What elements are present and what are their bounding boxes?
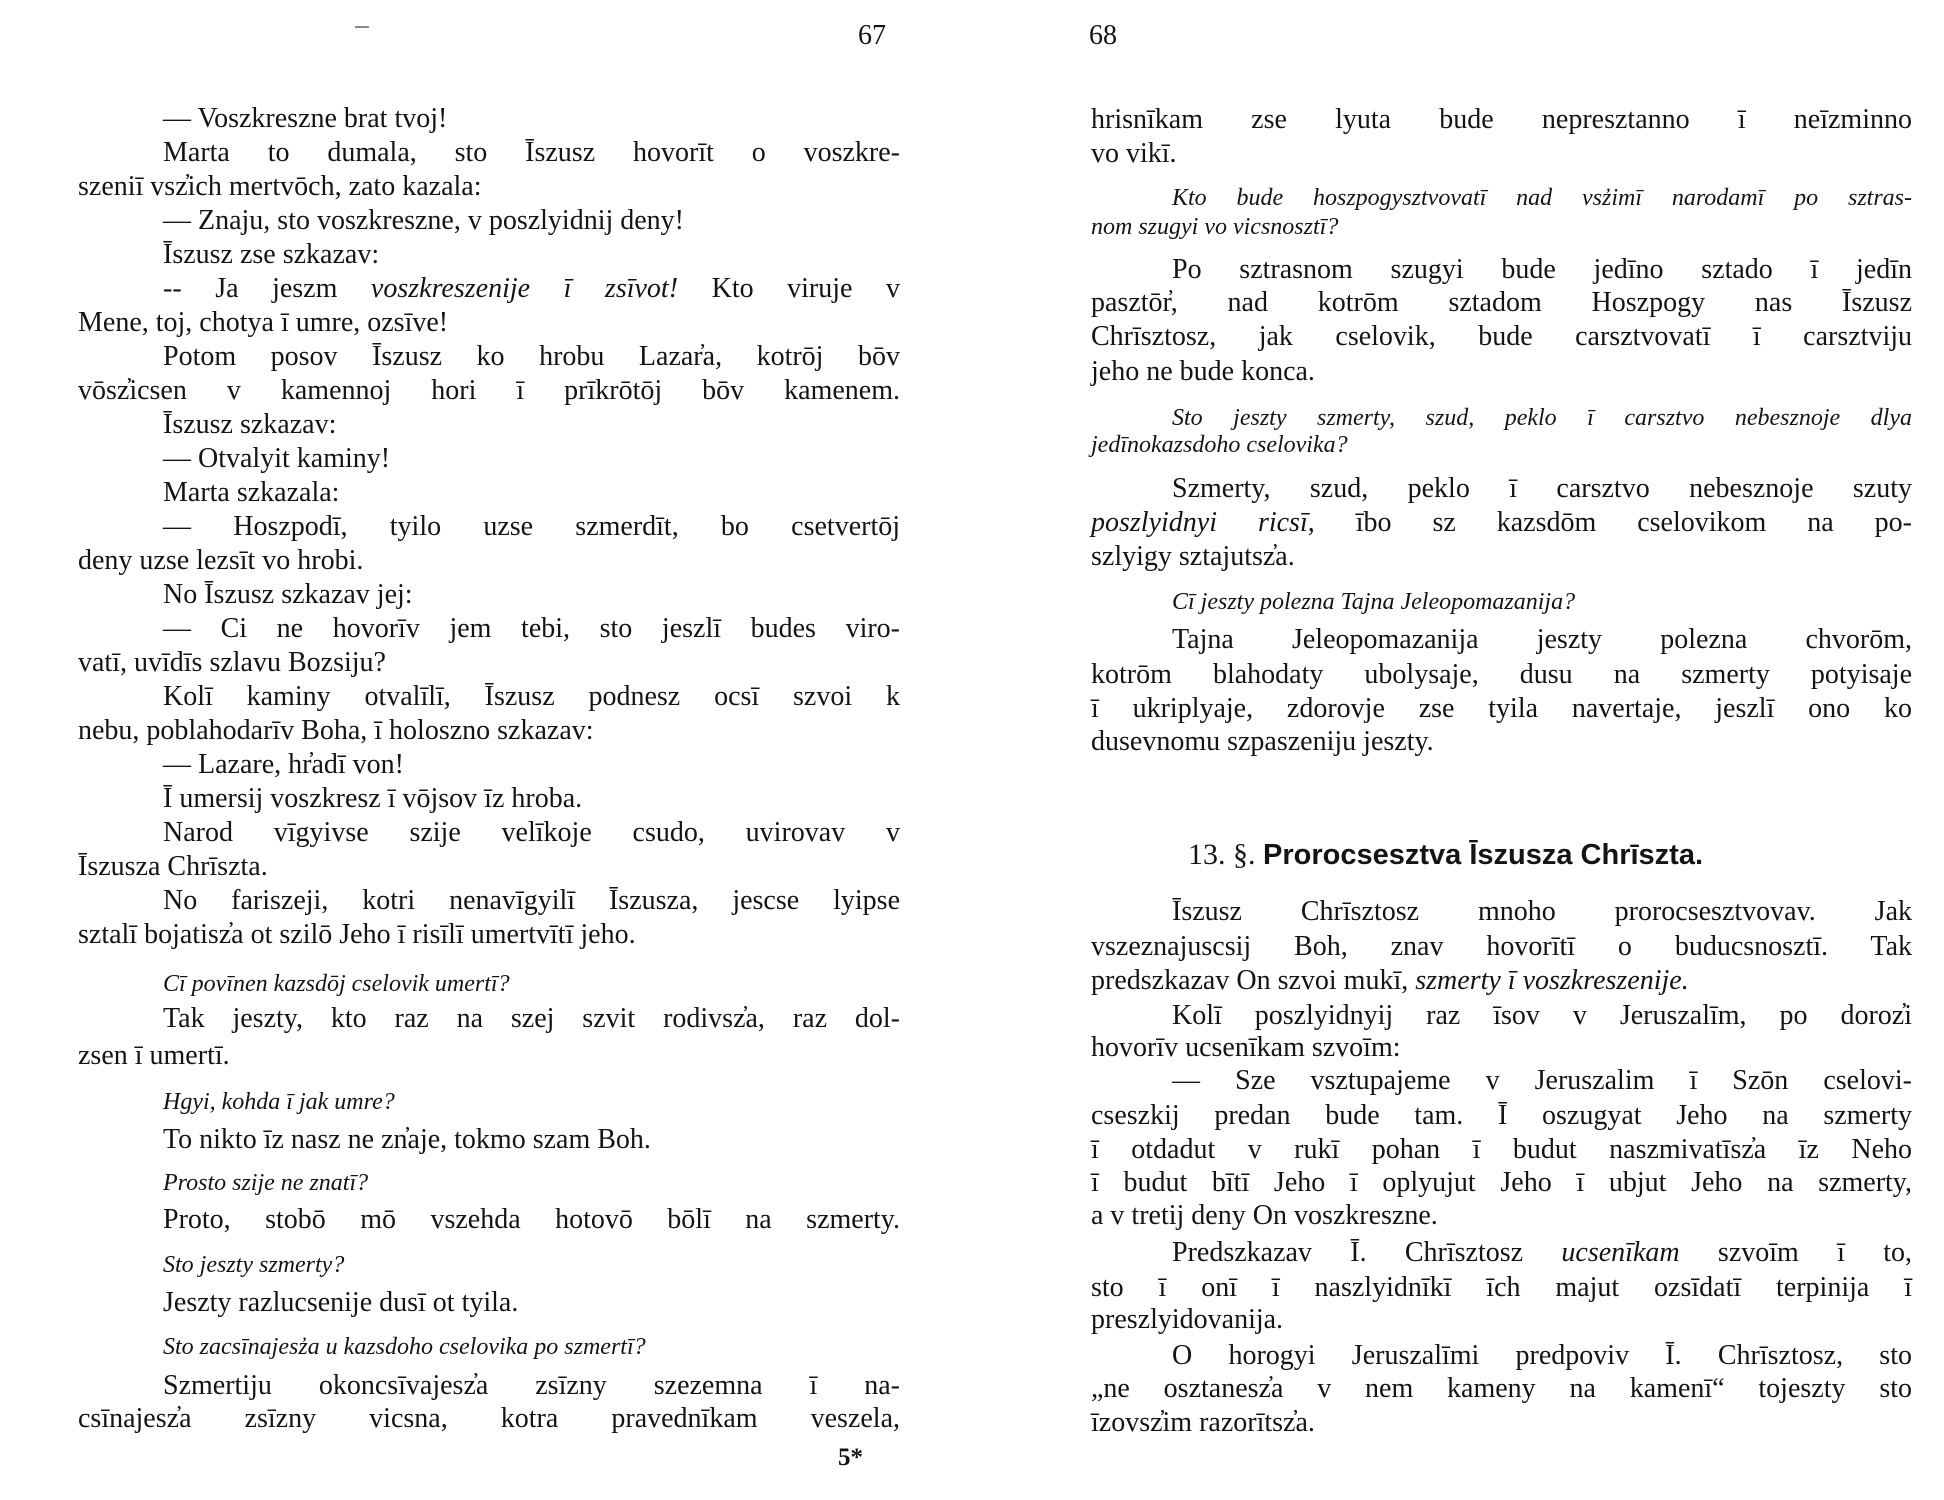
question-line: Cī povīnen kazsdōj cselovik umertī? bbox=[163, 971, 510, 997]
text-line: ī ukriplyaje, zdorovje zse tyila navertaje, jeszlī ono ko bbox=[1091, 693, 1912, 724]
text-line bbox=[1091, 506, 1912, 540]
text-span: szvoīm ī to, bbox=[1679, 1237, 1912, 1268]
text-span: predszkazav On szvoi mukī, bbox=[1091, 965, 1416, 996]
italic-span: ucsenīkam bbox=[1561, 1237, 1680, 1268]
text-line: Mene, toj, chotya ī umre, ozsīve! bbox=[78, 307, 449, 338]
text-line: vo vikī. bbox=[1091, 138, 1177, 169]
question-line: Cī jeszty polezna Tajna Jeleopomazanija? bbox=[1172, 589, 1576, 615]
question-line: jedīnokazsdoho cselovika? bbox=[1091, 432, 1348, 458]
text-line: — Ci ne hovorīv jem tebi, sto jeszlī budes viro- bbox=[163, 613, 900, 644]
text-line bbox=[1091, 964, 1912, 998]
text-line: csīnajesz̓a zsīzny vicsna, kotra pravednīkam veszela, bbox=[78, 1403, 900, 1434]
section-number: 13. §. bbox=[1188, 838, 1256, 871]
text-line: Marta szkazala: bbox=[163, 477, 340, 508]
text-line: Kolī poszlyidnyij raz īsov v Jeruszalīm, po doroz̓i bbox=[1172, 1000, 1912, 1031]
text-line: No Īszusz szkazav jej: bbox=[163, 579, 413, 610]
text-line: Tak jeszty, kto raz na szej szvit rodivsz̓a, raz dol- bbox=[163, 1003, 900, 1034]
section-title: Prorocsesztva Īszusza Chrīszta. bbox=[1263, 839, 1704, 871]
text-line: To nikto īz nasz ne zn̓aje, tokmo szam Boh. bbox=[163, 1124, 651, 1155]
text-line: kotrōm blahodaty ubolysaje, dusu na szmerty potyisaje bbox=[1091, 659, 1912, 690]
italic-span: poszlyidnyi ricsī bbox=[1091, 507, 1308, 538]
text-line: Jeszty razlucsenije dusī ot tyila. bbox=[163, 1287, 519, 1318]
text-line: Chrīsztosz, jak cselovik, bude carsztvovatī ī carsztviju bbox=[1091, 321, 1912, 352]
text-line bbox=[1172, 1236, 1912, 1270]
question-line: Hgyi, kohda ī jak umre? bbox=[163, 1089, 395, 1115]
text-line: — Hoszpodī, tyilo uzse szmerdīt, bo csetvertōj bbox=[163, 511, 900, 542]
text-line: Narod vīgyivse szije velīkoje csudo, uvirovav v bbox=[163, 817, 900, 848]
text-line: preszlyidovanija. bbox=[1091, 1304, 1284, 1335]
page-number: 68 bbox=[1089, 20, 1117, 51]
text-line: — Znaju, sto voszkreszne, v poszlyidnij deny! bbox=[163, 205, 685, 236]
text-line: Ī umersij voszkresz ī vōjsov īz hroba. bbox=[163, 783, 583, 814]
text-line: zsen ī umertī. bbox=[78, 1040, 230, 1071]
section-heading bbox=[1188, 838, 1703, 872]
text-line: Īszusz szkazav: bbox=[163, 409, 337, 440]
text-span: , ībo sz kazsdōm cselovikom na po- bbox=[1307, 507, 1912, 538]
text-line: nebu, poblahodarīv Boha, ī holoszno szkazav: bbox=[78, 715, 594, 746]
text-line: cseszkij predan bude tam. Ī oszugyat Jeho na szmerty bbox=[1091, 1100, 1912, 1131]
text-line: — Otvalyit kaminy! bbox=[163, 443, 391, 474]
text-line: vatī, uvīdīs szlavu Bozsiju? bbox=[78, 647, 386, 678]
text-line: Po sztrasnom szugyi bude jedīno sztado ī jedīn bbox=[1172, 254, 1912, 285]
text-span: Kto viruje v bbox=[678, 273, 900, 304]
italic-span: szmerty ī voszkreszenije. bbox=[1415, 965, 1689, 996]
question-line: Sto jeszty szmerty? bbox=[163, 1252, 345, 1278]
text-line: — Sze vsztupajeme v Jeruszalim ī Szōn cselovi- bbox=[1172, 1065, 1912, 1096]
text-line: pasztōr̓, nad kotrōm sztadom Hoszpogy nas Īszusz bbox=[1091, 287, 1912, 318]
signature-mark: 5* bbox=[838, 1444, 863, 1471]
question-line: nom szugyi vo vicsnosztī? bbox=[1091, 214, 1339, 240]
question-line: Kto bude hoszpogysztvovatī nad vsz̓imī narodamī po sztras- bbox=[1172, 185, 1912, 211]
text-line: szeniī vsz̓ich mertvōch, zato kazala: bbox=[78, 171, 482, 202]
text-line: vszeznajuscsij Boh, znav hovorītī o buducsnosztī. Tak bbox=[1091, 931, 1912, 962]
text-line: Īszusz Chrīsztosz mnoho prorocsesztvovav. Jak bbox=[1172, 896, 1912, 927]
text-line: Proto, stobō mō vszehda hotovō bōlī na szmerty. bbox=[163, 1204, 900, 1235]
text-line: hovorīv ucsenīkam szvoīm: bbox=[1091, 1032, 1401, 1063]
question-line: Sto zacsīnajesz̓a u kazsdoho cselovika po szmertī? bbox=[163, 1334, 646, 1360]
text-line: deny uzse lezsīt vo hrobi. bbox=[78, 545, 364, 576]
text-line: īzovsz̓im razorītsz̓a. bbox=[1091, 1407, 1315, 1438]
text-line: sto ī onī ī naszlyidnīkī īch majut ozsīdatī terpinija ī bbox=[1091, 1272, 1912, 1303]
text-line: szlyigy sztajutsz̓a. bbox=[1091, 541, 1295, 572]
text-line: Īszusz zse szkazav: bbox=[163, 239, 380, 270]
text-span: -- Ja jeszm bbox=[163, 273, 371, 304]
text-line: Szmerty, szud, peklo ī carsztvo nebesznoje szuty bbox=[1172, 473, 1912, 504]
question-line: Prosto szije ne znatī? bbox=[163, 1170, 369, 1196]
text-line: — Lazare, hr̓adī von! bbox=[163, 749, 404, 780]
text-line: ī budut bītī Jeho ī oplyujut Jeho ī ubjut Jeho na szmerty, bbox=[1091, 1167, 1912, 1198]
text-line: Marta to dumala, sto Īszusz hovorīt o voszkre- bbox=[163, 137, 900, 168]
text-line: ī otdadut v rukī pohan ī budut naszmivatīsz̓a īz Neho bbox=[1091, 1134, 1912, 1165]
text-line: vōsz̓icsen v kamennoj hori ī prīkrōtōj bōv kamenem. bbox=[78, 375, 900, 406]
text-line: Kolī kaminy otvalīlī, Īszusz podnesz ocsī szvoi k bbox=[163, 681, 900, 712]
text-line: — Voszkreszne brat tvoj! bbox=[163, 103, 448, 134]
text-line: Szmertiju okoncsīvajesz̓a zsīzny szezemna ī na- bbox=[163, 1370, 900, 1401]
text-line: Tajna Jeleopomazanija jeszty polezna chvorōm, bbox=[1172, 624, 1912, 655]
text-line: a v tretij deny On voszkreszne. bbox=[1091, 1200, 1438, 1231]
text-line: Īszusza Chrīszta. bbox=[78, 851, 268, 882]
italic-span: voszkreszenije ī zsīvot! bbox=[370, 273, 679, 304]
text-line: Potom posov Īszusz ko hrobu Lazar̓a, kotrōj bōv bbox=[163, 341, 900, 372]
text-span: Predszkazav Ī. Chrīsztosz bbox=[1172, 1237, 1562, 1268]
text-line: sztalī bojatisz̓a ot szilō Jeho ī risīlī umertvītī jeho. bbox=[78, 919, 636, 950]
text-line: O horogyi Jeruszalīmi predpoviv Ī. Chrīsztosz, sto bbox=[1172, 1340, 1912, 1371]
text-line: No fariszeji, kotri nenavīgyilī Īszusza, jescse lyipse bbox=[163, 885, 900, 916]
stray-mark bbox=[355, 26, 369, 28]
text-line bbox=[163, 272, 900, 306]
text-line: dusevnomu szpaszeniju jeszty. bbox=[1091, 726, 1434, 757]
page-number: 67 bbox=[858, 20, 886, 51]
text-line: jeho ne bude konca. bbox=[1091, 356, 1315, 387]
text-line: hrisnīkam zse lyuta bude nepresztanno ī neīzminno bbox=[1091, 104, 1912, 135]
text-line: „ne osztanesz̓a v nem kameny na kamenī“ tojeszty sto bbox=[1091, 1373, 1912, 1404]
question-line: Sto jeszty szmerty, szud, peklo ī carsztvo nebesznoje dlya bbox=[1172, 405, 1912, 431]
